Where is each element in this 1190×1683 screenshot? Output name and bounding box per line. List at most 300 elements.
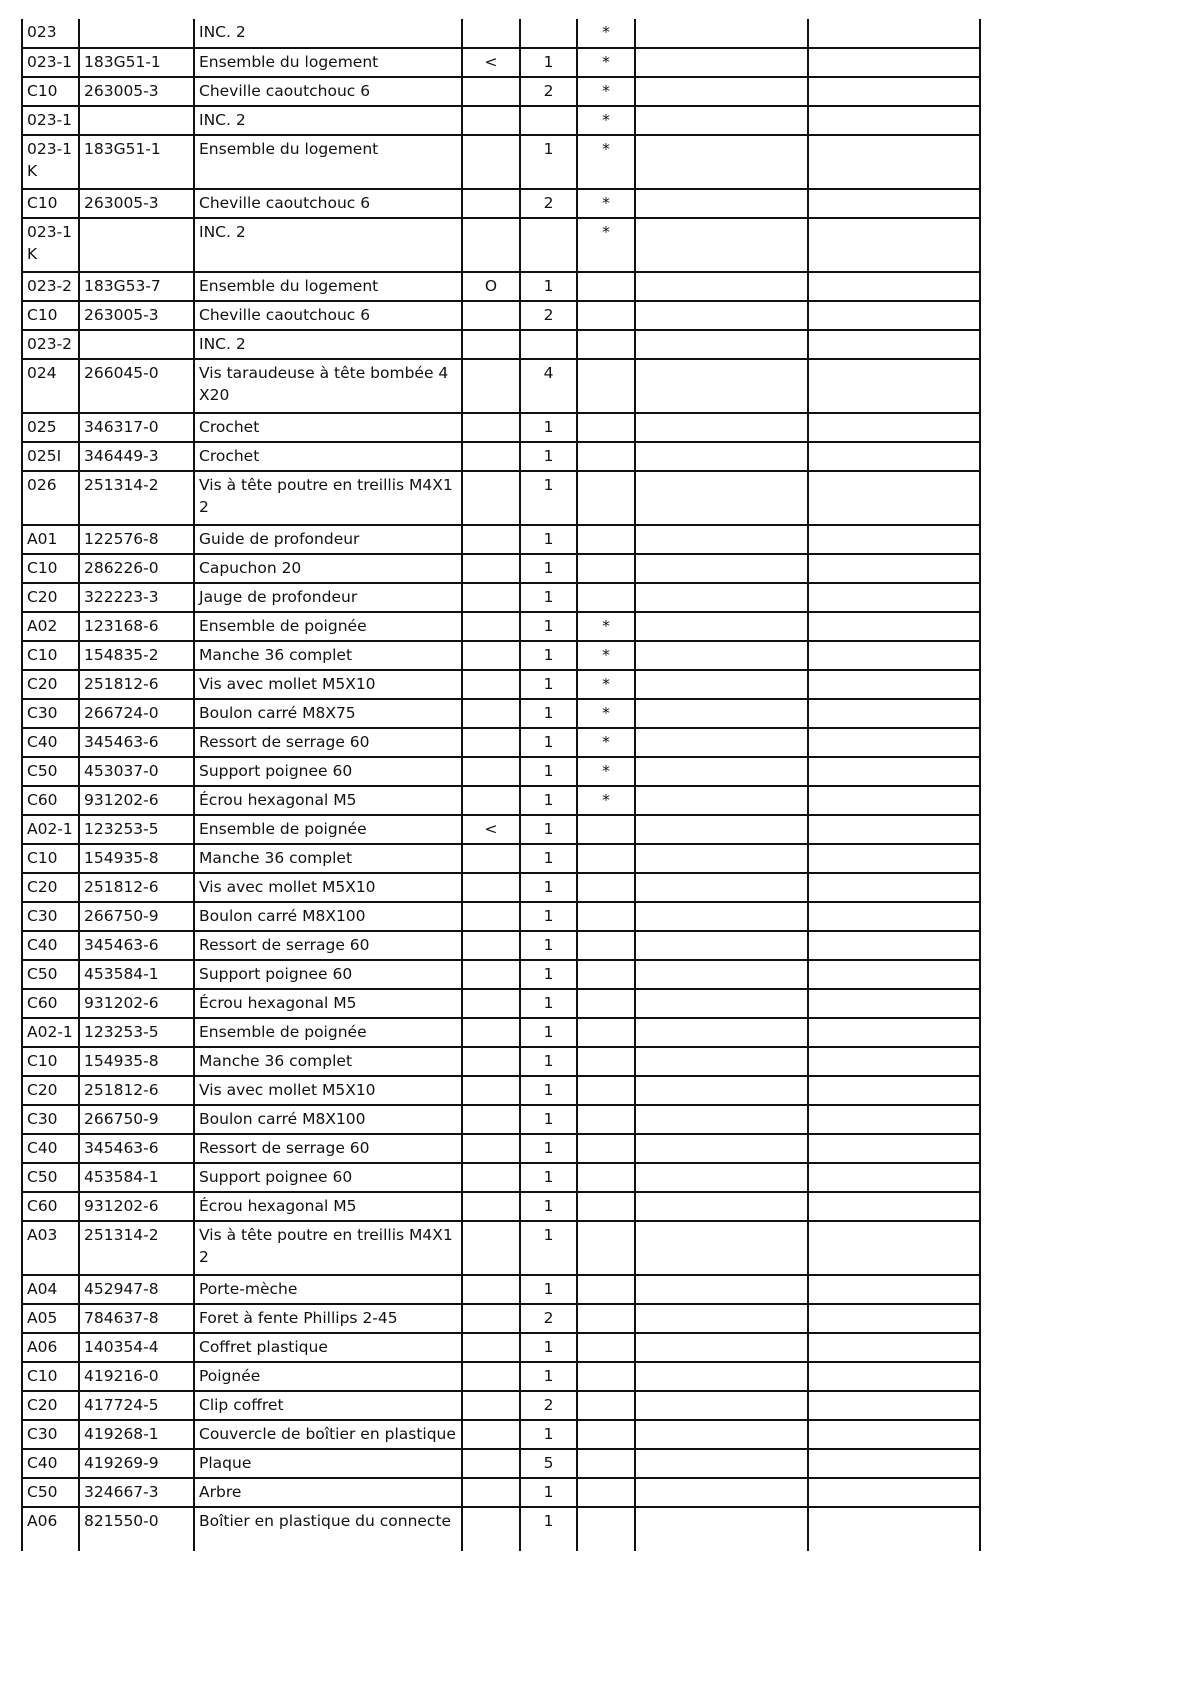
cell-quantity: 1 (520, 728, 577, 757)
cell-note (577, 413, 635, 442)
cell-note: * (577, 48, 635, 77)
cell-col-8 (808, 301, 980, 330)
cell-col-8 (808, 1047, 980, 1076)
cell-col-7 (635, 471, 808, 525)
cell-col-7 (635, 786, 808, 815)
cell-note (577, 989, 635, 1018)
cell-part-no: 183G51-1 (79, 135, 194, 189)
table-row (22, 189, 980, 218)
cell-flag (462, 670, 520, 699)
cell-item-no: C40 (22, 728, 79, 757)
cell-description: INC. 2 (194, 106, 462, 135)
cell-note (577, 442, 635, 471)
cell-col-7 (635, 330, 808, 359)
cell-part-no (79, 106, 194, 135)
cell-note: * (577, 612, 635, 641)
cell-col-7 (635, 19, 808, 48)
cell-col-7 (635, 815, 808, 844)
cell-flag (462, 106, 520, 135)
cell-col-8 (808, 1221, 980, 1275)
cell-part-no: 453037-0 (79, 757, 194, 786)
cell-item-no: 025I (22, 442, 79, 471)
cell-col-8 (808, 1362, 980, 1391)
cell-note (577, 873, 635, 902)
cell-item-no: 025 (22, 413, 79, 442)
cell-col-8 (808, 612, 980, 641)
cell-quantity: 1 (520, 554, 577, 583)
cell-col-7 (635, 844, 808, 873)
cell-col-7 (635, 301, 808, 330)
cell-description: Crochet (194, 442, 462, 471)
cell-col-8 (808, 1391, 980, 1420)
cell-col-8 (808, 1134, 980, 1163)
cell-quantity: 1 (520, 699, 577, 728)
table-row (22, 1420, 980, 1449)
cell-col-7 (635, 1275, 808, 1304)
cell-description: Écrou hexagonal M5 (194, 989, 462, 1018)
cell-flag (462, 728, 520, 757)
cell-col-8 (808, 77, 980, 106)
cell-quantity: 1 (520, 1076, 577, 1105)
cell-quantity: 1 (520, 1192, 577, 1221)
cell-note (577, 301, 635, 330)
cell-part-no: 453584-1 (79, 1163, 194, 1192)
cell-note: * (577, 106, 635, 135)
cell-part-no: 251314-2 (79, 1221, 194, 1275)
cell-flag (462, 641, 520, 670)
cell-col-8 (808, 699, 980, 728)
cell-col-7 (635, 189, 808, 218)
table-row (22, 1362, 980, 1391)
table-row (22, 1105, 980, 1134)
cell-description: Boîtier en plastique du connecte (194, 1507, 462, 1551)
cell-quantity (520, 218, 577, 272)
cell-col-7 (635, 757, 808, 786)
cell-note: * (577, 218, 635, 272)
cell-col-7 (635, 1333, 808, 1362)
cell-part-no: 154935-8 (79, 1047, 194, 1076)
cell-flag (462, 873, 520, 902)
cell-item-no: 023-1K (22, 218, 79, 272)
table-row (22, 612, 980, 641)
table-row (22, 106, 980, 135)
cell-part-no (79, 218, 194, 272)
cell-part-no: 123168-6 (79, 612, 194, 641)
cell-col-7 (635, 359, 808, 413)
cell-note (577, 471, 635, 525)
cell-part-no: 183G53-7 (79, 272, 194, 301)
cell-quantity: 1 (520, 1163, 577, 1192)
cell-part-no (79, 330, 194, 359)
cell-quantity: 1 (520, 786, 577, 815)
cell-part-no: 263005-3 (79, 77, 194, 106)
cell-part-no: 417724-5 (79, 1391, 194, 1420)
cell-quantity: 1 (520, 989, 577, 1018)
cell-flag (462, 786, 520, 815)
cell-item-no: 026 (22, 471, 79, 525)
cell-flag (462, 1304, 520, 1333)
cell-description: Vis taraudeuse à tête bombée 4X20 (194, 359, 462, 413)
cell-note: * (577, 189, 635, 218)
cell-item-no: C50 (22, 1478, 79, 1507)
cell-part-no: 286226-0 (79, 554, 194, 583)
cell-flag (462, 1018, 520, 1047)
cell-part-no: 931202-6 (79, 1192, 194, 1221)
cell-col-8 (808, 330, 980, 359)
cell-col-7 (635, 525, 808, 554)
table-row (22, 525, 980, 554)
cell-col-7 (635, 931, 808, 960)
cell-description: Ensemble de poignée (194, 612, 462, 641)
cell-col-8 (808, 1105, 980, 1134)
table-row (22, 1134, 980, 1163)
cell-description: Porte-mèche (194, 1275, 462, 1304)
cell-col-8 (808, 1478, 980, 1507)
cell-description: Support poignee 60 (194, 960, 462, 989)
cell-description: Vis avec mollet M5X10 (194, 873, 462, 902)
cell-part-no: 322223-3 (79, 583, 194, 612)
cell-quantity: 1 (520, 1105, 577, 1134)
table-row (22, 960, 980, 989)
cell-item-no: A02-1 (22, 815, 79, 844)
cell-part-no: 821550-0 (79, 1507, 194, 1551)
cell-col-8 (808, 583, 980, 612)
cell-col-8 (808, 135, 980, 189)
cell-col-8 (808, 641, 980, 670)
table-row (22, 1018, 980, 1047)
cell-note (577, 583, 635, 612)
cell-part-no: 251314-2 (79, 471, 194, 525)
cell-item-no: C30 (22, 699, 79, 728)
cell-flag (462, 902, 520, 931)
cell-col-7 (635, 1076, 808, 1105)
cell-part-no: 419216-0 (79, 1362, 194, 1391)
cell-part-no: 266750-9 (79, 902, 194, 931)
cell-quantity: 1 (520, 902, 577, 931)
cell-col-8 (808, 786, 980, 815)
cell-item-no: C50 (22, 757, 79, 786)
cell-part-no: 931202-6 (79, 989, 194, 1018)
cell-item-no: 024 (22, 359, 79, 413)
cell-item-no: A06 (22, 1507, 79, 1551)
cell-flag (462, 1105, 520, 1134)
cell-flag (462, 525, 520, 554)
cell-note (577, 1018, 635, 1047)
table-row (22, 728, 980, 757)
cell-item-no: A03 (22, 1221, 79, 1275)
cell-item-no: C10 (22, 641, 79, 670)
cell-item-no: 023-1 (22, 106, 79, 135)
cell-note (577, 1304, 635, 1333)
cell-col-7 (635, 1507, 808, 1551)
cell-quantity: 1 (520, 1047, 577, 1076)
cell-quantity: 1 (520, 1134, 577, 1163)
cell-description: Capuchon 20 (194, 554, 462, 583)
cell-item-no: C20 (22, 583, 79, 612)
cell-col-7 (635, 699, 808, 728)
cell-description: Cheville caoutchouc 6 (194, 189, 462, 218)
cell-item-no: C60 (22, 786, 79, 815)
cell-quantity: 1 (520, 1478, 577, 1507)
cell-item-no: C10 (22, 1362, 79, 1391)
cell-description: Cheville caoutchouc 6 (194, 77, 462, 106)
cell-col-8 (808, 359, 980, 413)
cell-note (577, 272, 635, 301)
cell-item-no: C50 (22, 960, 79, 989)
cell-item-no: C30 (22, 1420, 79, 1449)
table-row (22, 931, 980, 960)
cell-description: Écrou hexagonal M5 (194, 786, 462, 815)
cell-flag (462, 19, 520, 48)
cell-note (577, 1362, 635, 1391)
table-row (22, 359, 980, 413)
cell-flag (462, 1275, 520, 1304)
table-row (22, 218, 980, 272)
cell-flag (462, 1362, 520, 1391)
cell-flag (462, 330, 520, 359)
cell-note: * (577, 641, 635, 670)
cell-note (577, 1192, 635, 1221)
cell-flag (462, 699, 520, 728)
table-row (22, 413, 980, 442)
table-row (22, 1478, 980, 1507)
cell-part-no: 324667-3 (79, 1478, 194, 1507)
table-row (22, 1076, 980, 1105)
cell-note (577, 1134, 635, 1163)
cell-description: Ressort de serrage 60 (194, 728, 462, 757)
table-row (22, 442, 980, 471)
cell-description: Ensemble du logement (194, 48, 462, 77)
cell-note: * (577, 699, 635, 728)
cell-quantity: 1 (520, 1333, 577, 1362)
cell-note (577, 960, 635, 989)
cell-flag (462, 757, 520, 786)
cell-col-8 (808, 1076, 980, 1105)
cell-quantity: 1 (520, 931, 577, 960)
table-row (22, 873, 980, 902)
table-row (22, 815, 980, 844)
cell-col-7 (635, 583, 808, 612)
cell-flag (462, 442, 520, 471)
cell-quantity: 1 (520, 1362, 577, 1391)
cell-note (577, 931, 635, 960)
table-row (22, 757, 980, 786)
cell-note (577, 1163, 635, 1192)
cell-item-no: C10 (22, 1047, 79, 1076)
cell-col-7 (635, 554, 808, 583)
cell-col-8 (808, 1275, 980, 1304)
cell-item-no: C20 (22, 1076, 79, 1105)
cell-col-8 (808, 272, 980, 301)
cell-part-no: 452947-8 (79, 1275, 194, 1304)
cell-quantity: 1 (520, 48, 577, 77)
cell-item-no: 023 (22, 19, 79, 48)
cell-col-8 (808, 815, 980, 844)
cell-col-8 (808, 670, 980, 699)
cell-col-8 (808, 728, 980, 757)
cell-description: Jauge de profondeur (194, 583, 462, 612)
cell-flag (462, 189, 520, 218)
cell-description: Support poignee 60 (194, 757, 462, 786)
cell-flag (462, 960, 520, 989)
cell-col-8 (808, 413, 980, 442)
cell-col-8 (808, 471, 980, 525)
cell-item-no: C20 (22, 1391, 79, 1420)
cell-quantity (520, 19, 577, 48)
table-row (22, 670, 980, 699)
cell-quantity: 1 (520, 413, 577, 442)
cell-col-8 (808, 19, 980, 48)
cell-description: Ensemble de poignée (194, 815, 462, 844)
cell-flag (462, 1420, 520, 1449)
cell-flag (462, 1221, 520, 1275)
cell-item-no: 023-2 (22, 330, 79, 359)
cell-description: Boulon carré M8X100 (194, 902, 462, 931)
cell-note: * (577, 728, 635, 757)
cell-item-no: C60 (22, 1192, 79, 1221)
cell-part-no: 122576-8 (79, 525, 194, 554)
cell-note: * (577, 19, 635, 48)
cell-quantity: 1 (520, 1018, 577, 1047)
cell-flag: O (462, 272, 520, 301)
cell-note (577, 1449, 635, 1478)
cell-col-8 (808, 931, 980, 960)
cell-flag (462, 1333, 520, 1362)
cell-item-no: C60 (22, 989, 79, 1018)
cell-item-no: A04 (22, 1275, 79, 1304)
cell-description: Ressort de serrage 60 (194, 931, 462, 960)
cell-col-7 (635, 960, 808, 989)
cell-item-no: A02 (22, 612, 79, 641)
cell-flag (462, 989, 520, 1018)
cell-flag (462, 612, 520, 641)
cell-col-8 (808, 1163, 980, 1192)
table-row (22, 786, 980, 815)
cell-col-8 (808, 1507, 980, 1551)
cell-part-no: 123253-5 (79, 815, 194, 844)
table-row (22, 989, 980, 1018)
cell-item-no: C30 (22, 1105, 79, 1134)
cell-part-no: 419268-1 (79, 1420, 194, 1449)
cell-description: Guide de profondeur (194, 525, 462, 554)
cell-col-7 (635, 1391, 808, 1420)
cell-part-no: 251812-6 (79, 1076, 194, 1105)
cell-quantity: 1 (520, 272, 577, 301)
cell-col-7 (635, 1478, 808, 1507)
cell-note: * (577, 670, 635, 699)
cell-description: Manche 36 complet (194, 844, 462, 873)
cell-part-no: 453584-1 (79, 960, 194, 989)
cell-flag (462, 1391, 520, 1420)
cell-flag: < (462, 815, 520, 844)
cell-col-8 (808, 989, 980, 1018)
cell-item-no: 023-2 (22, 272, 79, 301)
table-row (22, 641, 980, 670)
cell-quantity: 1 (520, 1420, 577, 1449)
table-row (22, 902, 980, 931)
cell-flag (462, 583, 520, 612)
cell-col-7 (635, 1134, 808, 1163)
table-row (22, 1449, 980, 1478)
cell-part-no (79, 19, 194, 48)
cell-description: INC. 2 (194, 19, 462, 48)
cell-quantity: 2 (520, 77, 577, 106)
cell-part-no: 183G51-1 (79, 48, 194, 77)
cell-description: Boulon carré M8X100 (194, 1105, 462, 1134)
cell-flag (462, 77, 520, 106)
cell-note (577, 1333, 635, 1362)
cell-col-7 (635, 873, 808, 902)
cell-col-8 (808, 442, 980, 471)
cell-description: Vis à tête poutre en treillis M4X12 (194, 1221, 462, 1275)
cell-col-8 (808, 48, 980, 77)
cell-note (577, 844, 635, 873)
cell-part-no: 263005-3 (79, 189, 194, 218)
cell-col-8 (808, 525, 980, 554)
cell-flag (462, 471, 520, 525)
cell-col-7 (635, 1163, 808, 1192)
cell-item-no: C30 (22, 902, 79, 931)
cell-quantity: 1 (520, 583, 577, 612)
cell-note (577, 1105, 635, 1134)
cell-flag (462, 1449, 520, 1478)
cell-quantity: 5 (520, 1449, 577, 1478)
table-row (22, 135, 980, 189)
cell-part-no: 266724-0 (79, 699, 194, 728)
cell-item-no: C10 (22, 189, 79, 218)
cell-item-no: A06 (22, 1333, 79, 1362)
table-row (22, 699, 980, 728)
cell-quantity: 1 (520, 135, 577, 189)
cell-flag (462, 1507, 520, 1551)
cell-item-no: A05 (22, 1304, 79, 1333)
cell-part-no: 346449-3 (79, 442, 194, 471)
cell-note: * (577, 135, 635, 189)
table-row (22, 1391, 980, 1420)
cell-quantity: 1 (520, 815, 577, 844)
cell-note (577, 554, 635, 583)
cell-description: Ensemble du logement (194, 272, 462, 301)
cell-flag (462, 554, 520, 583)
cell-item-no: 023-1K (22, 135, 79, 189)
cell-part-no: 784637-8 (79, 1304, 194, 1333)
cell-quantity: 2 (520, 1304, 577, 1333)
cell-description: Manche 36 complet (194, 641, 462, 670)
table-row (22, 1221, 980, 1275)
cell-description: Coffret plastique (194, 1333, 462, 1362)
cell-flag (462, 218, 520, 272)
cell-col-7 (635, 989, 808, 1018)
cell-note (577, 330, 635, 359)
table-row (22, 1304, 980, 1333)
cell-note (577, 1478, 635, 1507)
cell-part-no: 419269-9 (79, 1449, 194, 1478)
cell-quantity: 1 (520, 1275, 577, 1304)
table-row (22, 48, 980, 77)
cell-note (577, 1420, 635, 1449)
cell-col-7 (635, 612, 808, 641)
cell-item-no: C40 (22, 1134, 79, 1163)
cell-item-no: C20 (22, 670, 79, 699)
cell-col-7 (635, 135, 808, 189)
cell-part-no: 266045-0 (79, 359, 194, 413)
cell-quantity: 1 (520, 960, 577, 989)
cell-col-7 (635, 1221, 808, 1275)
cell-col-8 (808, 757, 980, 786)
cell-part-no: 931202-6 (79, 786, 194, 815)
cell-col-7 (635, 1018, 808, 1047)
cell-part-no: 345463-6 (79, 1134, 194, 1163)
